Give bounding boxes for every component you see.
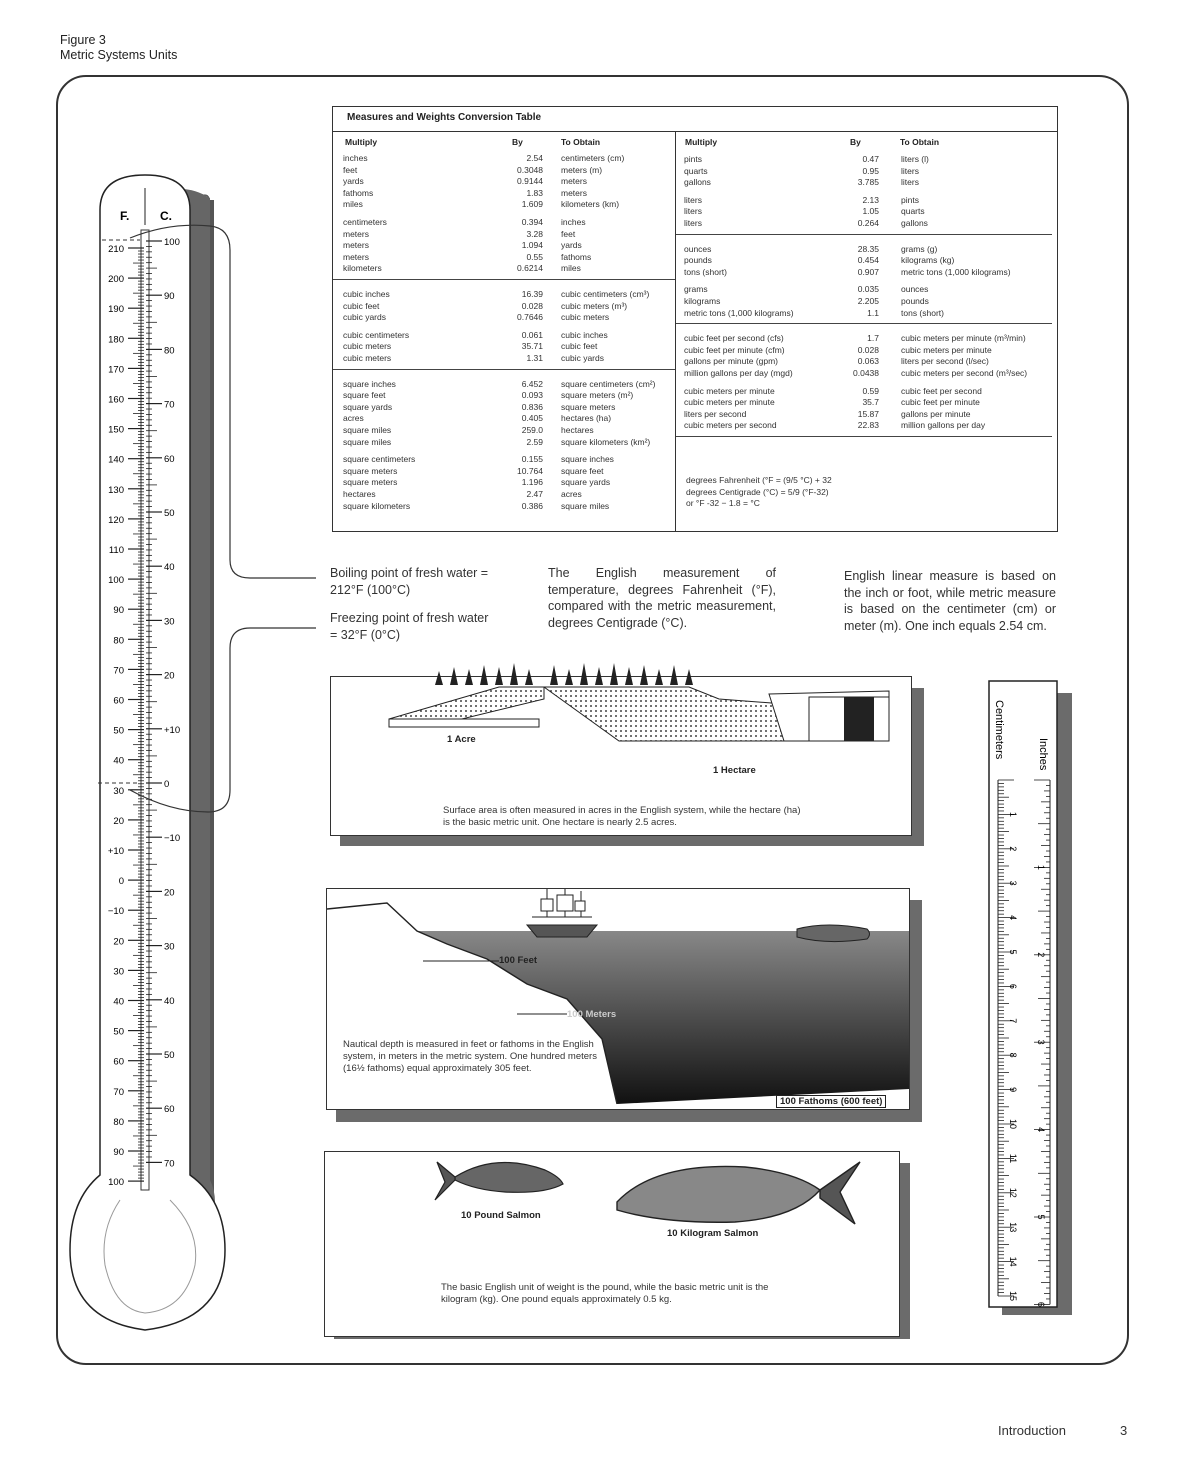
cell-to-obtain: square miles bbox=[561, 500, 610, 511]
cell-to-obtain: square meters (m²) bbox=[561, 390, 634, 401]
cell-to-obtain: grams (g) bbox=[901, 243, 938, 254]
cell-by: 2.205 bbox=[857, 296, 879, 306]
cell-multiply: kilograms bbox=[684, 296, 721, 306]
cell-to-obtain: liters per second (l/sec) bbox=[901, 356, 989, 367]
cell-multiply: cubic meters per minute bbox=[684, 397, 775, 408]
cell-to-obtain: liters bbox=[901, 165, 919, 176]
100-fathoms-label: 100 Fathoms (600 feet) bbox=[776, 1095, 886, 1108]
cell-by: 0.035 bbox=[857, 284, 879, 295]
cell-by: 35.71 bbox=[521, 341, 543, 352]
cell-by: 16.39 bbox=[521, 289, 543, 299]
cell-multiply: million gallons per day (mgd) bbox=[684, 368, 793, 378]
figure-label: Figure 3 bbox=[60, 33, 106, 47]
fahrenheit-tick-label: 130 bbox=[108, 484, 124, 496]
cell-by: 2.47 bbox=[526, 489, 543, 499]
cell-multiply: ounces bbox=[684, 243, 712, 254]
inch-number: 5 bbox=[1036, 1214, 1046, 1220]
cell-multiply: cubic inches bbox=[343, 289, 390, 299]
fahrenheit-tick-label: 210 bbox=[108, 244, 124, 255]
fahrenheit-tick-label: 70 bbox=[113, 665, 124, 677]
cell-by: 0.9144 bbox=[517, 176, 543, 187]
cell-multiply: square meters bbox=[343, 465, 398, 476]
cell-by: 259.0 bbox=[521, 425, 543, 435]
cell-to-obtain: cubic meters bbox=[561, 312, 610, 323]
small-salmon bbox=[435, 1162, 563, 1200]
centigrade-tick-label: 60 bbox=[164, 1104, 175, 1116]
cell-to-obtain: hectares (ha) bbox=[561, 413, 612, 424]
fahrenheit-tick-label: 110 bbox=[108, 545, 124, 556]
cell-to-obtain: cubic feet per second bbox=[901, 385, 982, 396]
centigrade-tick-label: 20 bbox=[164, 887, 175, 899]
cm-number: 9 bbox=[1008, 1087, 1018, 1093]
fahrenheit-tick-label: 60 bbox=[113, 1056, 124, 1068]
cell-multiply: meters bbox=[343, 251, 369, 262]
cell-multiply: cubic feet bbox=[343, 300, 380, 311]
centigrade-tick-label: 20 bbox=[164, 670, 175, 682]
fahrenheit-tick-label: 140 bbox=[108, 454, 124, 466]
centigrade-tick-label: 30 bbox=[164, 616, 175, 628]
cell-by: 0.264 bbox=[857, 218, 879, 228]
fahrenheit-tick-label: 120 bbox=[108, 514, 124, 526]
10-kilogram-salmon-label: 10 Kilogram Salmon bbox=[667, 1228, 759, 1239]
cell-by: 10.764 bbox=[517, 465, 543, 476]
centimeters-label: Centimeters bbox=[993, 700, 1005, 760]
cell-by: 0.405 bbox=[521, 413, 543, 424]
cell-multiply: kilometers bbox=[343, 263, 382, 274]
formula-line: degrees Centigrade (°C) = 5/9 (°F-32) bbox=[686, 486, 829, 497]
fahrenheit-tick-label: −10 bbox=[107, 906, 124, 918]
cell-by: 35.7 bbox=[862, 397, 879, 408]
header-multiply-left: Multiply bbox=[345, 137, 378, 147]
cell-multiply: liters bbox=[684, 206, 702, 217]
centigrade-tick-label: 40 bbox=[164, 562, 175, 574]
cell-by: 1.31 bbox=[526, 353, 543, 363]
centigrade-tick-label: 0 bbox=[164, 779, 170, 790]
footer-page-number: 3 bbox=[1120, 1423, 1128, 1438]
fahrenheit-tick-label: 30 bbox=[113, 785, 124, 797]
inch-number: 4 bbox=[1036, 1127, 1046, 1133]
cell-multiply: gallons bbox=[684, 177, 711, 188]
cell-multiply: cubic meters per second bbox=[684, 420, 777, 431]
centigrade-tick-label: 90 bbox=[164, 291, 175, 303]
cell-multiply: square meters bbox=[343, 477, 398, 488]
cell-by: 28.35 bbox=[857, 243, 879, 254]
cell-to-obtain: kilometers (km) bbox=[561, 199, 620, 210]
fahrenheit-tick-label: 80 bbox=[113, 1116, 124, 1128]
land-illustration bbox=[329, 649, 913, 759]
centigrade-tick-label: 100 bbox=[164, 237, 180, 248]
cm-number: 8 bbox=[1008, 1052, 1018, 1058]
cell-by: 1.05 bbox=[862, 206, 879, 217]
centigrade-tick-label: +10 bbox=[164, 724, 181, 736]
header-by-right: By bbox=[850, 137, 861, 147]
cell-by: 0.95 bbox=[862, 165, 879, 176]
cell-by: 0.028 bbox=[521, 300, 543, 311]
cell-to-obtain: cubic meters per minute bbox=[901, 344, 992, 355]
cell-multiply: square centimeters bbox=[343, 454, 416, 465]
cell-multiply: liters bbox=[684, 218, 702, 228]
cell-to-obtain: square inches bbox=[561, 454, 614, 465]
cell-multiply: yards bbox=[343, 176, 364, 187]
cell-by: 1.7 bbox=[867, 333, 879, 344]
cell-by: 0.7646 bbox=[517, 312, 543, 323]
fahrenheit-tick-label: 160 bbox=[108, 394, 124, 406]
cell-to-obtain: square yards bbox=[561, 477, 611, 488]
cell-by: 0.394 bbox=[521, 217, 543, 227]
cell-multiply: metric tons (1,000 kilograms) bbox=[684, 307, 794, 318]
cell-multiply: cubic meters bbox=[343, 353, 392, 363]
fahrenheit-tick-label: 90 bbox=[113, 1147, 124, 1158]
cell-multiply: acres bbox=[343, 413, 364, 424]
cell-by: 6.452 bbox=[521, 378, 543, 389]
cell-multiply: square yards bbox=[343, 401, 393, 412]
cell-to-obtain: cubic feet bbox=[561, 341, 598, 352]
cell-by: 1.1 bbox=[867, 307, 879, 318]
cell-by: 0.3048 bbox=[517, 164, 543, 175]
cm-number: 2 bbox=[1008, 846, 1018, 852]
centigrade-label: C. bbox=[160, 209, 172, 223]
fahrenheit-tick-label: 100 bbox=[108, 575, 124, 587]
cell-to-obtain: cubic yards bbox=[561, 353, 604, 363]
fahrenheit-tick-label: 90 bbox=[113, 605, 124, 617]
cell-multiply: feet bbox=[343, 164, 358, 175]
header-to-obtain-right: To Obtain bbox=[900, 137, 940, 147]
cell-to-obtain: kilograms (kg) bbox=[901, 255, 955, 266]
cm-number: 6 bbox=[1008, 983, 1018, 989]
fahrenheit-tick-label: 100 bbox=[108, 1177, 124, 1189]
cell-multiply: meters bbox=[343, 228, 369, 239]
cell-by: 15.87 bbox=[857, 408, 879, 419]
fahrenheit-tick-label: 20 bbox=[113, 936, 124, 948]
cell-to-obtain: fathoms bbox=[561, 251, 592, 262]
header-multiply-right: Multiply bbox=[685, 137, 718, 147]
cell-by: 3.785 bbox=[857, 177, 879, 188]
fahrenheit-tick-label: 40 bbox=[113, 996, 124, 1008]
cell-multiply: square kilometers bbox=[343, 500, 411, 511]
centigrade-tick-label: 80 bbox=[164, 345, 175, 357]
footer-section: Introduction bbox=[998, 1423, 1066, 1438]
fahrenheit-tick-label: 70 bbox=[113, 1086, 124, 1098]
cell-to-obtain: cubic meters (m³) bbox=[561, 300, 628, 311]
cell-multiply: meters bbox=[343, 240, 369, 251]
cell-to-obtain: pounds bbox=[901, 296, 929, 306]
ruler bbox=[988, 680, 1060, 1310]
cell-to-obtain: square feet bbox=[561, 465, 604, 476]
cell-to-obtain: meters (m) bbox=[561, 164, 603, 175]
cell-to-obtain: tons (short) bbox=[901, 307, 944, 318]
fahrenheit-tick-label: 30 bbox=[113, 966, 124, 978]
cell-by: 0.061 bbox=[521, 329, 543, 340]
cell-by: 3.28 bbox=[526, 228, 543, 239]
cm-number: 5 bbox=[1008, 949, 1018, 955]
cell-to-obtain: quarts bbox=[901, 206, 925, 217]
fahrenheit-tick-label: 20 bbox=[113, 815, 124, 827]
weight-caption: The basic English unit of weight is the pound, while the basic metric unit is the kilogram (kg). One pound equals approximately 0.5 kg. bbox=[441, 1282, 769, 1305]
cell-by: 0.55 bbox=[526, 251, 543, 262]
fahrenheit-tick-label: 50 bbox=[113, 1026, 124, 1038]
cell-multiply: square feet bbox=[343, 390, 386, 401]
cell-multiply: centimeters bbox=[343, 217, 387, 227]
cell-to-obtain: metric tons (1,000 kilograms) bbox=[901, 266, 1011, 277]
cm-number: 1 bbox=[1008, 811, 1018, 817]
cell-by: 1.094 bbox=[521, 240, 543, 251]
linear-measure-note: English linear measure is based on the inch or foot, while metric measure is based on the centimeter (cm) or meter (m). One inch equals 2.54 cm. bbox=[844, 569, 1056, 633]
formula-line: degrees Fahrenheit (°F = (9/5 °C) + 32 bbox=[686, 475, 832, 485]
cm-number: 7 bbox=[1008, 1018, 1018, 1024]
fahrenheit-label: F. bbox=[120, 209, 130, 223]
depth-panel bbox=[326, 888, 910, 1110]
inch-number: 6 bbox=[1036, 1301, 1046, 1307]
cell-by: 0.063 bbox=[857, 356, 879, 367]
cell-by: 22.83 bbox=[857, 420, 879, 431]
cell-by: 0.0438 bbox=[853, 368, 879, 378]
cell-multiply: miles bbox=[343, 199, 363, 210]
inch-number: 1 bbox=[1036, 864, 1046, 870]
formula-line: or °F -32 − 1.8 = °C bbox=[686, 498, 760, 509]
cell-multiply: square miles bbox=[343, 436, 392, 447]
cell-to-obtain: square meters bbox=[561, 401, 616, 412]
freezing-point-note: Freezing point of fresh water = 32°F (0°C) bbox=[330, 611, 489, 642]
centigrade-tick-label: 50 bbox=[164, 508, 175, 519]
cm-number: 13 bbox=[1008, 1222, 1018, 1233]
cm-number: 11 bbox=[1008, 1153, 1018, 1164]
10-pound-salmon-label: 10 Pound Salmon bbox=[461, 1210, 541, 1221]
cell-multiply: cubic feet per second (cfs) bbox=[684, 333, 784, 344]
cell-to-obtain: pints bbox=[901, 194, 919, 205]
cell-multiply: square miles bbox=[343, 425, 392, 435]
table-title: Measures and Weights Conversion Table bbox=[347, 112, 542, 123]
cell-to-obtain: cubic inches bbox=[561, 329, 608, 340]
cell-by: 1.83 bbox=[526, 187, 543, 198]
cell-multiply: square inches bbox=[343, 378, 396, 389]
area-panel bbox=[330, 676, 912, 836]
centigrade-tick-label: 60 bbox=[164, 453, 175, 465]
cell-multiply: gallons per minute (gpm) bbox=[684, 356, 779, 367]
cell-to-obtain: ounces bbox=[901, 284, 929, 295]
fahrenheit-tick-label: 200 bbox=[108, 274, 124, 286]
cell-multiply: liters bbox=[684, 194, 702, 205]
fahrenheit-tick-label: 40 bbox=[113, 755, 124, 767]
hectare-label: 1 Hectare bbox=[713, 765, 756, 776]
cell-to-obtain: acres bbox=[561, 489, 582, 499]
fahrenheit-tick-label: 190 bbox=[108, 304, 124, 316]
cell-multiply: cubic centimeters bbox=[343, 329, 410, 340]
header-to-obtain-left: To Obtain bbox=[561, 137, 601, 147]
cell-to-obtain: meters bbox=[561, 187, 587, 198]
cm-number: 12 bbox=[1008, 1187, 1018, 1198]
cell-by: 0.907 bbox=[857, 266, 879, 277]
cell-by: 0.454 bbox=[857, 255, 879, 266]
cell-to-obtain: centimeters (cm) bbox=[561, 153, 625, 163]
cell-by: 0.59 bbox=[862, 385, 879, 396]
fahrenheit-tick-label: 180 bbox=[108, 334, 124, 346]
cell-by: 2.54 bbox=[526, 153, 543, 163]
cell-by: 0.6214 bbox=[517, 263, 543, 274]
cell-to-obtain: cubic meters per minute (m³/min) bbox=[901, 333, 1026, 344]
cell-to-obtain: yards bbox=[561, 240, 582, 251]
cm-number: 15 bbox=[1008, 1290, 1018, 1302]
cell-to-obtain: inches bbox=[561, 217, 586, 227]
cell-to-obtain: cubic feet per minute bbox=[901, 397, 980, 408]
cell-multiply: cubic meters bbox=[343, 341, 392, 352]
cell-to-obtain: meters bbox=[561, 176, 587, 187]
cell-by: 0.028 bbox=[857, 344, 879, 355]
temperature-note: The English measurement of temperature, degrees Fahrenheit (°F), compared with the metric measurement, degrees Centigrade (°C). bbox=[548, 566, 776, 630]
cell-by: 0.155 bbox=[521, 454, 543, 465]
cell-to-obtain: gallons per minute bbox=[901, 408, 971, 419]
cell-by: 0.47 bbox=[862, 154, 879, 164]
cell-to-obtain: cubic centimeters (cm³) bbox=[561, 289, 650, 299]
centigrade-tick-label: 30 bbox=[164, 941, 175, 953]
cm-number: 4 bbox=[1008, 915, 1018, 921]
100-feet-label: 100 Feet bbox=[499, 955, 538, 966]
area-caption: Surface area is often measured in acres in the English system, while the hectare (ha) is the basic metric unit. One hectare is nearly 2.5 acres. bbox=[443, 805, 801, 828]
cell-multiply: tons (short) bbox=[684, 266, 727, 277]
cm-number: 10 bbox=[1008, 1118, 1018, 1130]
header-by-left: By bbox=[512, 137, 523, 147]
salmon-illustration bbox=[325, 1132, 899, 1262]
cell-multiply: grams bbox=[684, 284, 708, 295]
cell-to-obtain: hectares bbox=[561, 425, 594, 435]
fahrenheit-tick-label: 150 bbox=[108, 424, 124, 436]
cell-multiply: pounds bbox=[684, 255, 712, 266]
cell-multiply: pints bbox=[684, 154, 702, 164]
cell-by: 0.093 bbox=[521, 390, 543, 401]
cell-to-obtain: miles bbox=[561, 263, 581, 274]
fahrenheit-tick-label: 0 bbox=[118, 876, 124, 888]
cell-by: 0.386 bbox=[521, 500, 543, 511]
cell-multiply: cubic feet per minute (cfm) bbox=[684, 344, 785, 355]
cm-number: 3 bbox=[1008, 880, 1018, 886]
centigrade-tick-label: 70 bbox=[164, 1158, 175, 1170]
weight-panel bbox=[324, 1151, 900, 1337]
cell-to-obtain: square kilometers (km²) bbox=[561, 436, 651, 447]
centigrade-tick-label: 50 bbox=[164, 1050, 175, 1061]
fahrenheit-tick-label: 60 bbox=[113, 695, 124, 707]
cell-by: 1.196 bbox=[521, 477, 543, 488]
fahrenheit-tick-label: 50 bbox=[113, 725, 124, 737]
inch-number: 3 bbox=[1036, 1039, 1046, 1045]
cm-number: 14 bbox=[1008, 1256, 1018, 1267]
centigrade-tick-label: 40 bbox=[164, 995, 175, 1007]
fahrenheit-tick-label: 80 bbox=[113, 635, 124, 647]
acre-label: 1 Acre bbox=[447, 734, 476, 745]
depth-caption: Nautical depth is measured in feet or fathoms in the English system, in meters in the metric system. One hundred meters (16½ fathoms) equal approximately 305 feet. bbox=[343, 1039, 597, 1074]
figure-title: Metric Systems Units bbox=[60, 48, 178, 62]
fahrenheit-tick-label: 170 bbox=[108, 364, 124, 376]
cell-by: 0.836 bbox=[521, 401, 543, 412]
cell-by: 2.59 bbox=[526, 436, 543, 447]
cell-to-obtain: feet bbox=[561, 228, 576, 239]
large-salmon bbox=[617, 1162, 860, 1224]
cell-to-obtain: liters (l) bbox=[901, 154, 929, 164]
cell-multiply: liters per second bbox=[684, 408, 747, 419]
100-meters-label: 100 Meters bbox=[567, 1009, 617, 1020]
fahrenheit-tick-label: +10 bbox=[107, 846, 124, 857]
inches-label: Inches bbox=[1037, 738, 1049, 771]
cell-multiply: cubic meters per minute bbox=[684, 385, 775, 396]
boiling-point-note: Boiling point of fresh water = 212°F (100°C) bbox=[330, 566, 489, 597]
cell-to-obtain: liters bbox=[901, 177, 919, 188]
cell-by: 2.13 bbox=[862, 194, 879, 205]
cell-multiply: fathoms bbox=[343, 187, 374, 198]
cell-to-obtain: million gallons per day bbox=[901, 420, 986, 431]
inch-number: 2 bbox=[1036, 952, 1046, 958]
cell-to-obtain: gallons bbox=[901, 218, 928, 228]
cell-multiply: cubic yards bbox=[343, 312, 386, 323]
centigrade-tick-label: 70 bbox=[164, 399, 175, 411]
cell-by: 1.609 bbox=[521, 199, 543, 210]
cell-to-obtain: cubic meters per second (m³/sec) bbox=[901, 368, 1028, 378]
cell-multiply: hectares bbox=[343, 489, 376, 499]
cell-multiply: quarts bbox=[684, 165, 708, 176]
ocean-illustration bbox=[327, 889, 909, 1109]
cell-multiply: inches bbox=[343, 153, 368, 163]
centigrade-tick-label: −10 bbox=[164, 833, 181, 845]
cell-to-obtain: square centimeters (cm²) bbox=[561, 378, 656, 389]
